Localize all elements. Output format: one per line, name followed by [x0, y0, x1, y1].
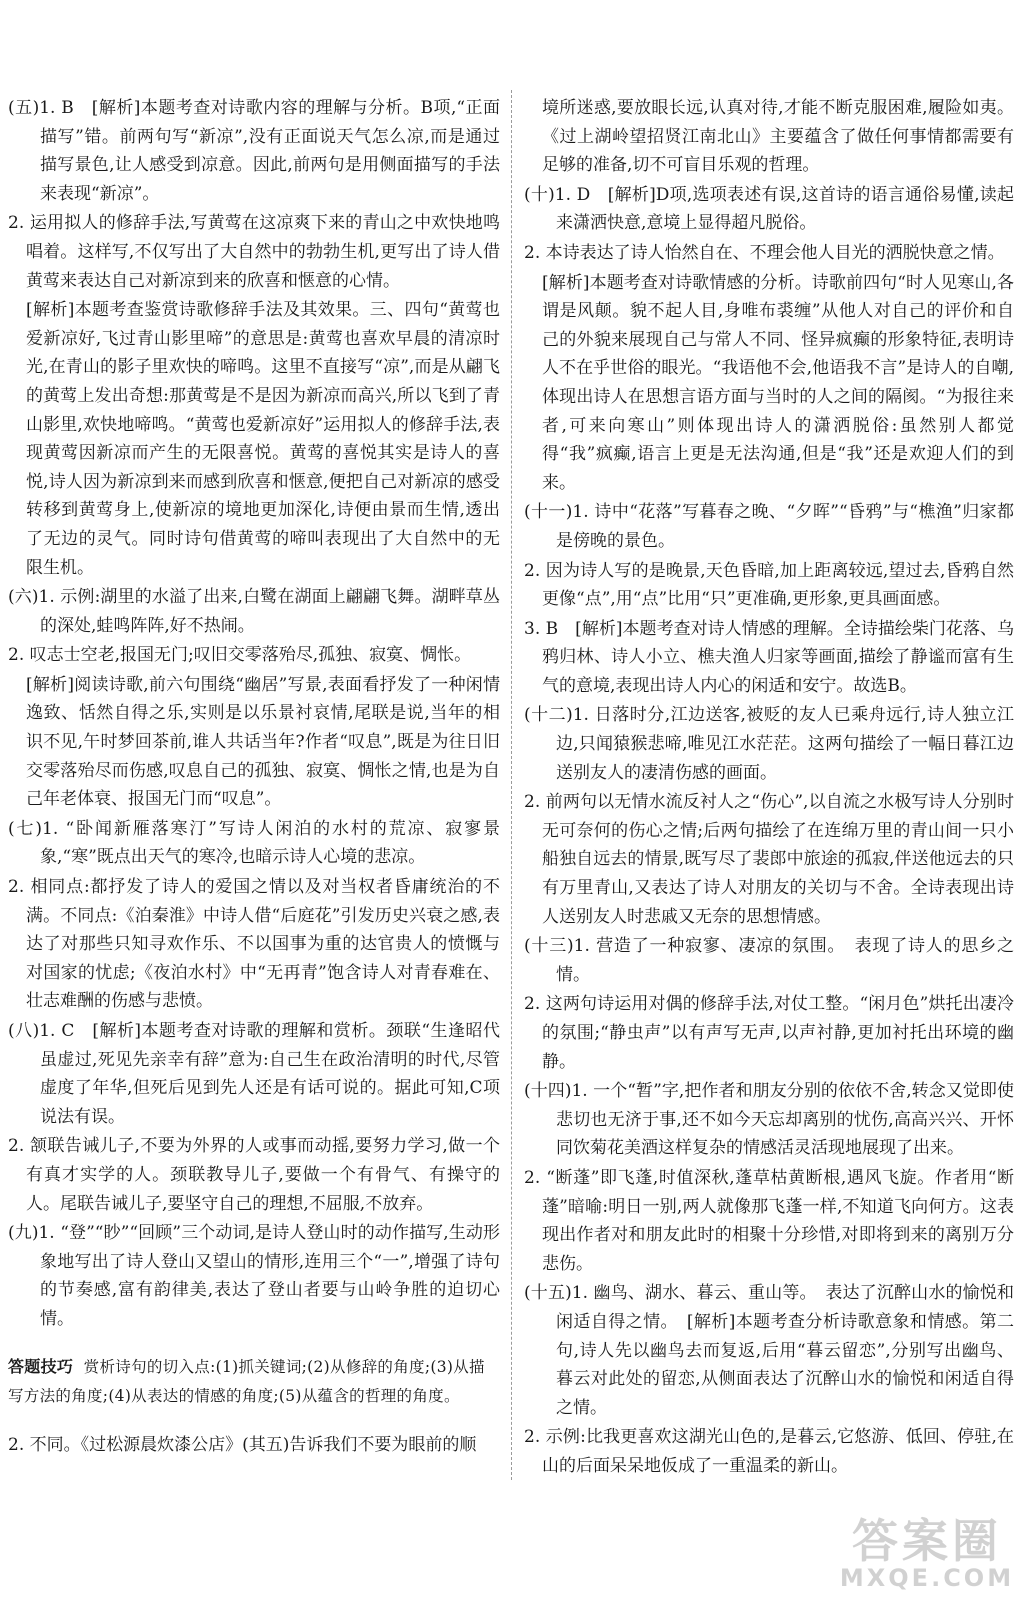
answer-14-2: 2. “断蓬”即飞蓬,时值深秋,蓬草枯黄断根,遇风飞旋。作者用“断蓬”暗喻:明日一别,两人就像那飞蓬一样,不知道飞向何方。这表现出作者对和朋友此时的相聚十分珍惜,对即将到来的离别万分悲伤。	[524, 1167, 1014, 1274]
answer-9-2: 2. 不同。《过松源晨炊漆公店》(其五)告诉我们不要为眼前的顺	[8, 1434, 477, 1455]
answer-tip	[8, 1352, 500, 1411]
answer-10-2: 2. 本诗表达了诗人怡然自在、不理会他人目光的洒脱快意之情。	[524, 242, 1005, 263]
answer-9-2-continued: 境所迷惑,要放眼长远,认真对待,才能不断克服困难,履险如夷。《过上湖岭望招贤江南北山》主要蕴含了做任何事情都需要有足够的准备,切不可盲目乐观的哲理。	[542, 98, 1014, 176]
tip-label: 答题技巧	[8, 1356, 74, 1376]
answer-8-2: 2. 颔联告诫儿子,不要为外界的人或事而动摇,要努力学习,做一个有真才实学的人。颈联教导儿子,要做一个有骨气、有操守的人。尾联告诫儿子,要坚守自己的理想,不屈服,不放弃。	[8, 1136, 500, 1214]
answer-8-1: (八)1. C [解析]本题考查对诗歌的理解和赏析。颈联“生逢昭代虽虚过,死见先亲幸有辞”意为:自己生在政治清明的时代,尽管虚度了年华,但死后见到先人还是有话可说的。据此可知,C项说法有误。	[8, 1021, 500, 1127]
answer-13-1: (十三)1. 营造了一种寂寥、凄凉的氛围。 表现了诗人的思乡之情。	[524, 936, 1014, 985]
site-watermark-logo	[828, 1514, 1026, 1594]
answer-6-2: 2. 叹志士空老,报国无门;叹旧交零落殆尽,孤独、寂寞、惆怅。	[8, 645, 472, 666]
answer-12-1: (十二)1. 日落时分,江边送客,被贬的友人已乘舟远行,诗人独立江边,只闻猿猴悲啼,唯见江水茫茫。这两句描绘了一幅日暮江边送别友人的凄清伤感的画面。	[524, 705, 1014, 783]
answer-11-1: (十一)1. 诗中“花落”写暮春之晚、“夕晖”“昏鸦”与“樵渔”归家都是傍晚的景色。	[524, 502, 1014, 551]
answer-15-2: 2. 示例:比我更喜欢这湖光山色的,是暮云,它悠游、低回、停驻,在山的后面呆呆地仮成了一重温柔的新山。	[524, 1427, 1014, 1476]
answer-14-1: (十四)1. 一个“暂”字,把作者和朋友分别的依依不舍,转念又觉即使悲切也无济于事,还不如今天忘却离别的忧伤,高高兴兴、开怀同饮菊花美酒这样复杂的情感活灵活现地展现了出来。	[524, 1081, 1014, 1159]
answer-10-2-analysis: [解析]本题考查对诗歌情感的分析。诗歌前四句“时人见寒山,各谓是风颠。貌不起人目,身唯布裘缠”从他人对自己的评价和自己的外貌来展现自己与常人不同、怪异疯癫的形象特征,表明诗人不在乎世俗的眼光。“我语他不会,他语我不言”是诗人的自嘲,体现出诗人在思想言语方面与当时的人之间的隔阂。“为报往来者,可来向寒山”则体现出诗人的潇洒脱俗:虽然别人都觉得“我”疯癫,语言上更是无法沟通,但是“我”还是欢迎人们的到来。	[542, 272, 1014, 493]
answer-12-2: 2. 前两句以无情水流反衬人之“伤心”,以自流之水极写诗人分别时无可奈何的伤心之情;后两句描绘了在连绵万里的青山间一只小船独自远去的情景,既写尽了裴郎中旅途的孤寂,伴送他远去的只有万里青山,又表达了诗人对朋友的关切与不舍。全诗表现出诗人送别友人时悲戚又无奈的思想情感。	[524, 792, 1014, 927]
answer-15-1: (十五)1. 幽鸟、湖水、暮云、重山等。 表达了沉醉山水的愉悦和闲适自得之情。 [解析]本题考查分析诗歌意象和情感。第二句,诗人先以幽鸟去而复返,后用“暮云留恋”,分别写出幽鸟、暮云对此处的留恋,从侧面表达了沉醉山水的愉悦和闲适自得之情。	[524, 1283, 1014, 1418]
answer-5-2-analysis: [解析]本题考查鉴赏诗歌修辞手法及其效果。三、四句“黄莺也爱新凉好,飞过青山影里啼”的意思是:黄莺也喜欢早晨的清凉时光,在青山的影子里欢快的啼鸣。这里不直接写“凉”,而是从翩飞的黄莺上发出奇想:那黄莺是不是因为新凉而高兴,所以飞到了青山影里,欢快地啼鸣。“黄莺也爱新凉好”运用拟人的修辞手法,表现黄莺因新凉而产生的无限喜悦。黄莺的喜悦其实是诗人的喜悦,诗人因为新凉到来而感到欣喜和惬意,便把自己对新凉的感受转移到黄莺身上,使新凉的境地更加深化,诗便由景而生情,透出了无边的灵气。同时诗句借黄莺的啼叫表现出了大自然中的无限生机。	[26, 300, 500, 578]
answer-7-1: (七)1. “卧闻新雁落寒汀”写诗人闲泊的水村的荒凉、寂寥景象,“寒”既点出天气的寒冷,也暗示诗人心境的悲凉。	[8, 818, 500, 868]
answer-6-1: (六)1. 示例:湖里的水溢了出来,白鹭在湖面上翩翩飞舞。湖畔草丛的深处,蛙鸣阵阵,好不热闹。	[8, 587, 500, 636]
answer-6-2-analysis: [解析]阅读诗歌,前六句围绕“幽居”写景,表面看抒发了一种闲情逸致、恬然自得之乐,实则是以乐景衬哀情,尾联是说,当年的相识不见,午时梦回茶前,谁人共话当年?作者“叹息”,既是为往日旧交零落殆尽而伤感,叹息自己的孤独、寂寞、惆怅之情,也是为自己年老体衰、报国无门而“叹息”。	[26, 674, 500, 810]
answer-7-2: 2. 相同点:都抒发了诗人的爱国之情以及对当权者昏庸统治的不满。不同点:《泊秦淮》中诗人借“后庭花”引发历史兴衰之感,表达了对那些只知寻欢作乐、不以国事为重的达官贵人的愤慨与对国家的忧虑;《夜泊水村》中“无再青”饱含诗人对青春难在、壮志难酬的伤感与悲愤。	[8, 877, 500, 1012]
answer-5-1: (五)1. B [解析]本题考查对诗歌内容的理解与分析。B项,“正面描写”错。前两句写“新凉”,没有正面说天气怎么凉,而是通过描写景色,让人感受到凉意。因此,前两句是用侧面描写的手法来表现“新凉”。	[8, 98, 500, 204]
right-column	[524, 94, 1014, 1482]
answer-11-2: 2. 因为诗人写的是晚景,天色昏暗,加上距离较远,望过去,昏鸦自然更像“点”,用“点”比用“只”更准确,更形象,更具画面感。	[524, 560, 1014, 610]
watermark-url: MXQE.COM	[839, 1564, 1015, 1592]
answer-10-1: (十)1. D [解析]D项,选项表述有误,这首诗的语言通俗易懂,读起来潇洒快意,意境上显得超凡脱俗。	[524, 184, 1014, 234]
answer-5-2: 2. 运用拟人的修辞手法,写黄莺在这凉爽下来的青山之中欢快地鸣唱着。这样写,不仅写出了大自然中的勃勃生机,更写出了诗人借黄莺来表达自己对新凉到来的欣喜和惬意的心情。	[8, 213, 500, 291]
tip-text: 赏析诗句的切入点:(1)抓关键词;(2)从修辞的角度;(3)从描写方法的角度;(4)从表达的情感的角度;(5)从蕴含的哲理的角度。	[8, 1357, 485, 1405]
left-column	[8, 94, 500, 1460]
answer-13-2: 2. 这两句诗运用对偶的修辞手法,对仗工整。“闲月色”烘托出凄冷的氛围;“静虫声”以有声写无声,以声衬静,更加衬托出环境的幽静。	[524, 994, 1014, 1072]
column-divider	[511, 90, 512, 1480]
watermark-title: 答案圈	[852, 1514, 1002, 1568]
answer-11-3: 3. B [解析]本题考查对诗人情感的理解。全诗描绘柴门花落、乌鸦归林、诗人小立、樵夫渔人归家等画面,描绘了静谧而富有生气的意境,表现出诗人内心的闲适和安宁。故选B。	[524, 618, 1014, 696]
answer-9-1: (九)1. “登”“眇”“回顾”三个动词,是诗人登山时的动作描写,生动形象地写出了诗人登山又望山的情形,连用三个“一”,增强了诗句的节奏感,富有韵律美,表达了登山者要与山岭争胜的迫切心情。	[8, 1223, 500, 1329]
